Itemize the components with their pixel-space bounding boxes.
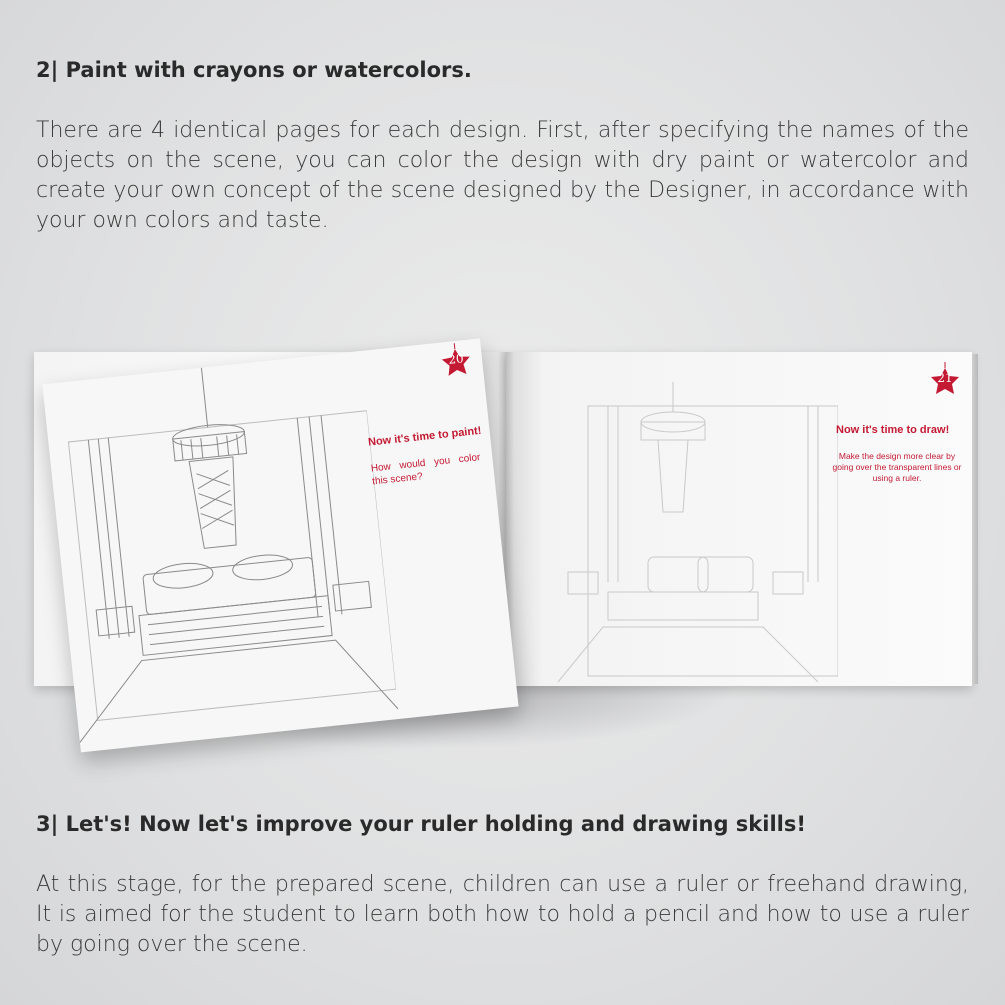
section-2-title: 2| Paint with crayons or watercolors. — [36, 58, 472, 82]
page-number-right: 21 — [937, 371, 953, 385]
page-edge — [972, 354, 978, 684]
right-page — [506, 352, 972, 686]
section-3-title: 3| Let's! Now let's improve your ruler holding and drawing skills! — [36, 812, 806, 836]
loose-page — [42, 338, 518, 752]
left-page-question: How would you color this scene? — [370, 452, 481, 488]
bedroom-sketch — [42, 351, 399, 752]
bedroom-sketch-faint — [518, 382, 838, 682]
book-mockup — [0, 340, 1005, 760]
section-3-body: At this stage, for the prepared scene, children can use a ruler or freehand drawing, It is aimed for the student to learn both how to hold a pencil and how to use a ruler by going over the scene. — [36, 872, 969, 957]
left-page-heading: Now it's time to paint! — [367, 424, 483, 449]
right-page-instruction: Make the design more clear by going over the transparent lines or using a ruler. — [832, 451, 962, 483]
section-2-body: There are 4 identical pages for each design. First, after specifying the names of the objects on the scene, you can color the design with dry paint or watercolor and create your own concept of the scene designed by the Designer, in accordance with your own colors and taste. — [36, 118, 969, 233]
right-page-heading: Now it's time to draw! — [836, 424, 950, 436]
page-number-left: 20 — [447, 351, 465, 367]
